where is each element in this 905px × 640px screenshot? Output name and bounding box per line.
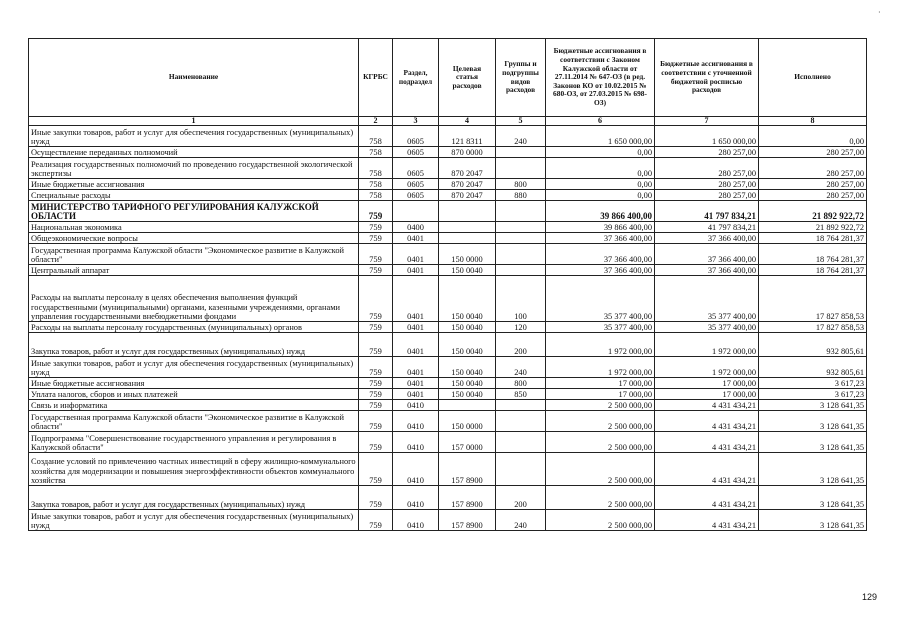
cell-kgrbs: 759 bbox=[359, 378, 393, 389]
cell-target: 150 0040 bbox=[439, 265, 496, 276]
cell-kgrbs: 759 bbox=[359, 244, 393, 265]
cell-budget-law: 1 972 000,00 bbox=[546, 333, 655, 357]
cell-group: 200 bbox=[496, 333, 546, 357]
cell-budget-law: 37 366 400,00 bbox=[546, 244, 655, 265]
cell-executed: 18 764 281,37 bbox=[759, 265, 867, 276]
cell-budget-list: 41 797 834,21 bbox=[655, 201, 759, 222]
cell-group: 800 bbox=[496, 378, 546, 389]
cell-name: Общеэкономические вопросы bbox=[29, 233, 359, 244]
cell-budget-law: 39 866 400,00 bbox=[546, 222, 655, 233]
header-section: Раздел, подраздел bbox=[393, 39, 439, 117]
cell-target: 157 8900 bbox=[439, 453, 496, 486]
cell-target bbox=[439, 233, 496, 244]
cell-kgrbs: 759 bbox=[359, 411, 393, 432]
table-row bbox=[29, 453, 867, 486]
cell-section: 0401 bbox=[393, 357, 439, 378]
cell-group: 240 bbox=[496, 126, 546, 147]
cell-section: 0401 bbox=[393, 233, 439, 244]
cell-name: Подпрограмма "Совершенствование государственного управления и регулирования в Калужской области" bbox=[29, 432, 359, 453]
cell-section: 0410 bbox=[393, 411, 439, 432]
cell-kgrbs: 759 bbox=[359, 265, 393, 276]
cell-section: 0400 bbox=[393, 222, 439, 233]
cell-target: 150 0040 bbox=[439, 322, 496, 333]
table-row bbox=[29, 411, 867, 432]
cell-name: Иные закупки товаров, работ и услуг для обеспечения государственных (муниципальных) нужд bbox=[29, 126, 359, 147]
cell-name: Иные бюджетные ассигнования bbox=[29, 378, 359, 389]
cell-target: 870 0000 bbox=[439, 147, 496, 158]
cell-group: 200 bbox=[496, 486, 546, 510]
table-row bbox=[29, 357, 867, 378]
cell-target: 150 0040 bbox=[439, 389, 496, 400]
cell-budget-list: 1 650 000,00 bbox=[655, 126, 759, 147]
cell-budget-law: 2 500 000,00 bbox=[546, 510, 655, 531]
cell-target bbox=[439, 222, 496, 233]
cell-budget-law: 0,00 bbox=[546, 158, 655, 179]
table-row bbox=[29, 400, 867, 411]
cell-kgrbs: 759 bbox=[359, 400, 393, 411]
cell-budget-law: 1 650 000,00 bbox=[546, 126, 655, 147]
cell-group bbox=[496, 201, 546, 222]
cell-executed: 0,00 bbox=[759, 126, 867, 147]
cell-kgrbs: 759 bbox=[359, 510, 393, 531]
cell-name: Осуществление переданных полномочий bbox=[29, 147, 359, 158]
cell-budget-list: 4 431 434,21 bbox=[655, 486, 759, 510]
cell-budget-list: 280 257,00 bbox=[655, 179, 759, 190]
table-row bbox=[29, 233, 867, 244]
cell-name: Создание условий по привлечению частных инвестиций в сферу жилищно-коммунального хозяйства для модернизации и повышения энергоэффективности объектов коммунального хозяйства bbox=[29, 453, 359, 486]
cell-budget-law: 39 866 400,00 bbox=[546, 201, 655, 222]
cell-budget-law: 35 377 400,00 bbox=[546, 276, 655, 322]
cell-section: 0410 bbox=[393, 432, 439, 453]
table-row bbox=[29, 190, 867, 201]
table-row bbox=[29, 179, 867, 190]
cell-section: 0605 bbox=[393, 126, 439, 147]
cell-section: 0410 bbox=[393, 453, 439, 486]
cell-budget-list: 1 972 000,00 bbox=[655, 357, 759, 378]
cell-executed: 280 257,00 bbox=[759, 158, 867, 179]
cell-budget-law: 0,00 bbox=[546, 190, 655, 201]
cell-budget-law: 2 500 000,00 bbox=[546, 432, 655, 453]
cell-name: Расходы на выплаты персоналу государственных (муниципальных) органов bbox=[29, 322, 359, 333]
cell-target: 870 2047 bbox=[439, 158, 496, 179]
cell-name: Иные закупки товаров, работ и услуг для обеспечения государственных (муниципальных) нужд bbox=[29, 357, 359, 378]
cell-name: Реализация государственных полномочий по проведению государственной экологической экспертизы bbox=[29, 158, 359, 179]
col-number: 4 bbox=[439, 117, 496, 126]
cell-name: Иные закупки товаров, работ и услуг для обеспечения государственных (муниципальных) нужд bbox=[29, 510, 359, 531]
cell-kgrbs: 759 bbox=[359, 333, 393, 357]
cell-executed: 3 617,23 bbox=[759, 378, 867, 389]
cell-target: 870 2047 bbox=[439, 179, 496, 190]
cell-section: 0605 bbox=[393, 190, 439, 201]
table-row bbox=[29, 276, 867, 322]
cell-group bbox=[496, 233, 546, 244]
col-number: 5 bbox=[496, 117, 546, 126]
table-row bbox=[29, 265, 867, 276]
table-row bbox=[29, 389, 867, 400]
cell-target: 157 8900 bbox=[439, 486, 496, 510]
cell-name: Закупка товаров, работ и услуг для государственных (муниципальных) нужд bbox=[29, 333, 359, 357]
cell-executed: 3 128 641,35 bbox=[759, 400, 867, 411]
cell-executed: 3 617,23 bbox=[759, 389, 867, 400]
cell-name: Связь и информатика bbox=[29, 400, 359, 411]
cell-budget-list: 37 366 400,00 bbox=[655, 244, 759, 265]
cell-target bbox=[439, 400, 496, 411]
cell-budget-list: 280 257,00 bbox=[655, 158, 759, 179]
cell-budget-law: 2 500 000,00 bbox=[546, 486, 655, 510]
column-number-row bbox=[29, 117, 867, 126]
cell-name: Национальная экономика bbox=[29, 222, 359, 233]
cell-executed: 932 805,61 bbox=[759, 333, 867, 357]
cell-section: 0401 bbox=[393, 244, 439, 265]
cell-budget-law: 37 366 400,00 bbox=[546, 265, 655, 276]
cell-group bbox=[496, 400, 546, 411]
cell-executed: 3 128 641,35 bbox=[759, 432, 867, 453]
header-executed: Исполнено bbox=[759, 39, 867, 117]
col-number: 6 bbox=[546, 117, 655, 126]
table-row bbox=[29, 158, 867, 179]
cell-budget-list: 4 431 434,21 bbox=[655, 453, 759, 486]
cell-target: 150 0040 bbox=[439, 378, 496, 389]
cell-section: 0605 bbox=[393, 179, 439, 190]
cell-budget-list: 4 431 434,21 bbox=[655, 510, 759, 531]
cell-group bbox=[496, 158, 546, 179]
cell-executed: 3 128 641,35 bbox=[759, 510, 867, 531]
cell-executed: 932 805,61 bbox=[759, 357, 867, 378]
cell-group: 880 bbox=[496, 190, 546, 201]
cell-executed: 3 128 641,35 bbox=[759, 453, 867, 486]
cell-section: 0401 bbox=[393, 265, 439, 276]
cell-kgrbs: 759 bbox=[359, 233, 393, 244]
cell-executed: 280 257,00 bbox=[759, 179, 867, 190]
header-target: Целевая статья расходов bbox=[439, 39, 496, 117]
cell-section: 0410 bbox=[393, 510, 439, 531]
cell-budget-list: 1 972 000,00 bbox=[655, 333, 759, 357]
cell-section: 0605 bbox=[393, 158, 439, 179]
col-number: 3 bbox=[393, 117, 439, 126]
cell-group bbox=[496, 244, 546, 265]
cell-budget-list: 37 366 400,00 bbox=[655, 233, 759, 244]
cell-budget-law: 17 000,00 bbox=[546, 389, 655, 400]
cell-group: 240 bbox=[496, 510, 546, 531]
scan-mark: · bbox=[878, 8, 881, 17]
cell-name: Государственная программа Калужской области "Экономическое развитие в Калужской области" bbox=[29, 411, 359, 432]
cell-budget-law: 1 972 000,00 bbox=[546, 357, 655, 378]
col-number: 2 bbox=[359, 117, 393, 126]
cell-kgrbs: 759 bbox=[359, 389, 393, 400]
cell-budget-list: 35 377 400,00 bbox=[655, 276, 759, 322]
cell-section: 0401 bbox=[393, 333, 439, 357]
cell-group bbox=[496, 411, 546, 432]
cell-budget-list: 35 377 400,00 bbox=[655, 322, 759, 333]
table-row bbox=[29, 510, 867, 531]
cell-name: Центральный аппарат bbox=[29, 265, 359, 276]
cell-kgrbs: 758 bbox=[359, 158, 393, 179]
cell-group bbox=[496, 432, 546, 453]
cell-executed: 21 892 922,72 bbox=[759, 201, 867, 222]
cell-target: 157 0000 bbox=[439, 432, 496, 453]
cell-budget-list: 17 000,00 bbox=[655, 378, 759, 389]
cell-kgrbs: 758 bbox=[359, 190, 393, 201]
header-group: Группы и подгруппы видов расходов bbox=[496, 39, 546, 117]
cell-executed: 18 764 281,37 bbox=[759, 233, 867, 244]
cell-budget-list: 4 431 434,21 bbox=[655, 411, 759, 432]
cell-group: 100 bbox=[496, 276, 546, 322]
cell-group bbox=[496, 147, 546, 158]
cell-target: 150 0040 bbox=[439, 276, 496, 322]
col-number: 7 bbox=[655, 117, 759, 126]
cell-kgrbs: 759 bbox=[359, 357, 393, 378]
cell-kgrbs: 758 bbox=[359, 179, 393, 190]
cell-target: 150 0000 bbox=[439, 244, 496, 265]
cell-budget-list: 280 257,00 bbox=[655, 147, 759, 158]
header-budget-law: Бюджетные ассигнования в соответствии с Законом Калужской области от 27.11.2014 № 647-ОЗ (в ред. Законов КО от 10.02.2015 № 680-ОЗ, от 27.03.2015 № 698-ОЗ) bbox=[546, 39, 655, 117]
cell-group bbox=[496, 265, 546, 276]
cell-target bbox=[439, 201, 496, 222]
cell-executed: 17 827 858,53 bbox=[759, 322, 867, 333]
cell-kgrbs: 759 bbox=[359, 201, 393, 222]
table-row bbox=[29, 432, 867, 453]
table-row bbox=[29, 378, 867, 389]
cell-group: 800 bbox=[496, 179, 546, 190]
cell-group: 240 bbox=[496, 357, 546, 378]
col-number: 1 bbox=[29, 117, 359, 126]
table-row bbox=[29, 201, 867, 222]
cell-section: 0401 bbox=[393, 276, 439, 322]
cell-name: Уплата налогов, сборов и иных платежей bbox=[29, 389, 359, 400]
cell-section: 0410 bbox=[393, 486, 439, 510]
cell-section: 0401 bbox=[393, 389, 439, 400]
cell-executed: 21 892 922,72 bbox=[759, 222, 867, 233]
cell-budget-law: 2 500 000,00 bbox=[546, 411, 655, 432]
cell-kgrbs: 759 bbox=[359, 432, 393, 453]
cell-name: Расходы на выплаты персоналу в целях обеспечения выполнения функций государственными (муниципальными) органами, казенными учреждениями, органами управления государственными внебюджетными фондами bbox=[29, 276, 359, 322]
cell-kgrbs: 758 bbox=[359, 126, 393, 147]
cell-kgrbs: 759 bbox=[359, 453, 393, 486]
page-number: 129 bbox=[862, 592, 878, 602]
cell-executed: 280 257,00 bbox=[759, 190, 867, 201]
table-row bbox=[29, 333, 867, 357]
table-row bbox=[29, 126, 867, 147]
table-row bbox=[29, 322, 867, 333]
cell-name: Иные бюджетные ассигнования bbox=[29, 179, 359, 190]
cell-name: Закупка товаров, работ и услуг для государственных (муниципальных) нужд bbox=[29, 486, 359, 510]
cell-section: 0410 bbox=[393, 400, 439, 411]
cell-section: 0605 bbox=[393, 147, 439, 158]
table-body bbox=[29, 126, 867, 531]
cell-budget-list: 280 257,00 bbox=[655, 190, 759, 201]
cell-group bbox=[496, 453, 546, 486]
cell-kgrbs: 759 bbox=[359, 322, 393, 333]
cell-executed: 18 764 281,37 bbox=[759, 244, 867, 265]
cell-group bbox=[496, 222, 546, 233]
header-row bbox=[29, 39, 867, 117]
cell-budget-list: 4 431 434,21 bbox=[655, 432, 759, 453]
cell-target: 121 8311 bbox=[439, 126, 496, 147]
table-row bbox=[29, 222, 867, 233]
cell-target: 150 0000 bbox=[439, 411, 496, 432]
header-name: Наименование bbox=[29, 39, 359, 117]
cell-kgrbs: 758 bbox=[359, 147, 393, 158]
cell-section: 0401 bbox=[393, 378, 439, 389]
cell-budget-law: 37 366 400,00 bbox=[546, 233, 655, 244]
cell-budget-list: 4 431 434,21 bbox=[655, 400, 759, 411]
table-row bbox=[29, 147, 867, 158]
cell-budget-law: 35 377 400,00 bbox=[546, 322, 655, 333]
cell-target: 150 0040 bbox=[439, 357, 496, 378]
cell-section: 0401 bbox=[393, 322, 439, 333]
header-budget-list: Бюджетные ассигнования в соответствии с уточненной бюджетной росписью расходов bbox=[655, 39, 759, 117]
cell-target: 150 0040 bbox=[439, 333, 496, 357]
cell-name: Государственная программа Калужской области "Экономическое развитие в Калужской области" bbox=[29, 244, 359, 265]
cell-budget-law: 0,00 bbox=[546, 179, 655, 190]
cell-group: 850 bbox=[496, 389, 546, 400]
cell-budget-list: 37 366 400,00 bbox=[655, 265, 759, 276]
cell-executed: 17 827 858,53 bbox=[759, 276, 867, 322]
cell-name: Специальные расходы bbox=[29, 190, 359, 201]
cell-executed: 3 128 641,35 bbox=[759, 486, 867, 510]
cell-budget-law: 2 500 000,00 bbox=[546, 400, 655, 411]
cell-section bbox=[393, 201, 439, 222]
table-row bbox=[29, 486, 867, 510]
cell-budget-law: 2 500 000,00 bbox=[546, 453, 655, 486]
cell-kgrbs: 759 bbox=[359, 486, 393, 510]
cell-budget-law: 17 000,00 bbox=[546, 378, 655, 389]
cell-budget-law: 0,00 bbox=[546, 147, 655, 158]
cell-group: 120 bbox=[496, 322, 546, 333]
cell-name: МИНИСТЕРСТВО ТАРИФНОГО РЕГУЛИРОВАНИЯ КАЛУЖСКОЙ ОБЛАСТИ bbox=[29, 201, 359, 222]
col-number: 8 bbox=[759, 117, 867, 126]
cell-executed: 280 257,00 bbox=[759, 147, 867, 158]
table-row bbox=[29, 244, 867, 265]
cell-kgrbs: 759 bbox=[359, 222, 393, 233]
header-kgrbs: КГРБС bbox=[359, 39, 393, 117]
budget-table bbox=[28, 38, 867, 531]
cell-kgrbs: 759 bbox=[359, 276, 393, 322]
cell-budget-list: 41 797 834,21 bbox=[655, 222, 759, 233]
cell-target: 157 8900 bbox=[439, 510, 496, 531]
cell-executed: 3 128 641,35 bbox=[759, 411, 867, 432]
cell-target: 870 2047 bbox=[439, 190, 496, 201]
cell-budget-list: 17 000,00 bbox=[655, 389, 759, 400]
